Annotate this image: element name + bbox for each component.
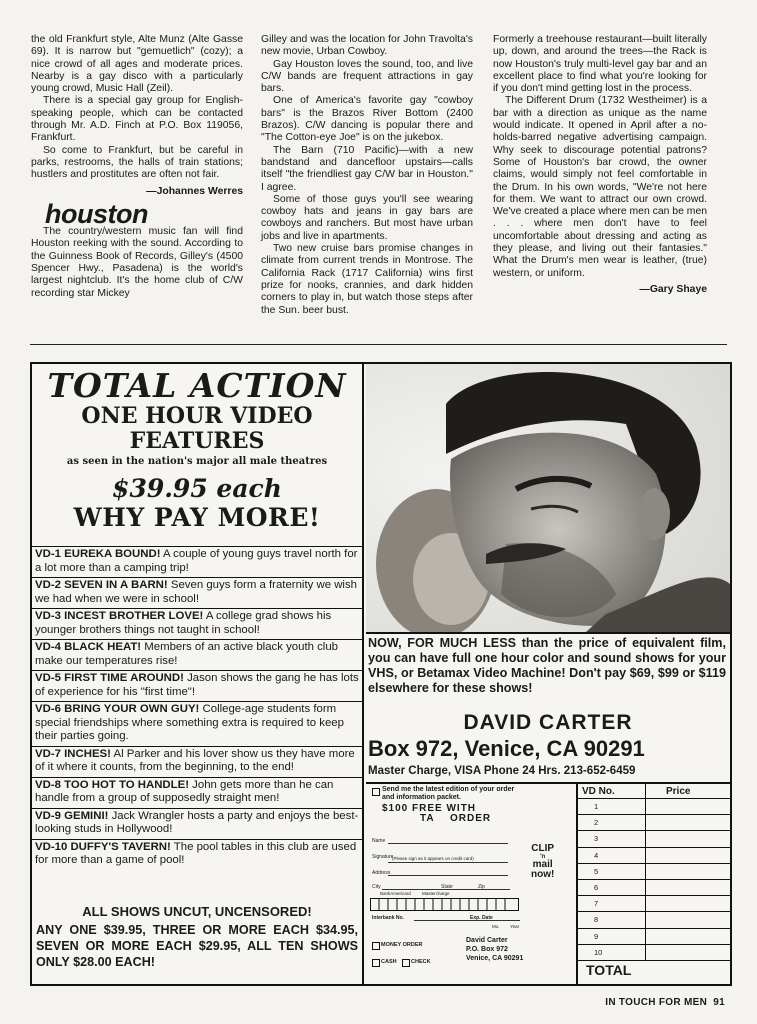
mailing-address — [466, 936, 523, 963]
uncut-notice: ALL SHOWS UNCUT, UNCENSORED! — [82, 904, 312, 919]
row-number: 5 — [578, 864, 646, 879]
magazine-name: IN TOUCH FOR MEN — [605, 997, 708, 1008]
ad-subtitle: FEATURES — [129, 428, 265, 454]
feature-item: VD-1 EUREKA BOUND! A couple of young guys travel north for a lot more than a camping trip! — [32, 546, 362, 577]
clip-text: now! — [531, 869, 555, 880]
signature-note: (Please sign as it appears on credit card) — [392, 856, 474, 861]
mastercharge-label: Mastercharge — [422, 891, 450, 896]
card-number-boxes[interactable] — [370, 898, 520, 912]
feature-item: VD-10 DUFFY'S TAVERN! The pool tables in this club are used for more than a game of pool! — [32, 839, 362, 870]
column-header-vd: VD No. — [578, 784, 646, 798]
article-paragraph: The country/western music fan will find Houston reeking with the sound. According to the Guinness Book of Records, Gilley's (4500 Spencer Hwy., Pasadena) is the world's largest nightclub. It's the home club of C/W recording star Mickey — [31, 226, 243, 299]
section-heading: houston — [45, 198, 148, 229]
row-number: 6 — [578, 880, 646, 895]
info-packet-checkbox[interactable] — [372, 788, 380, 796]
column-header-price: Price — [666, 785, 691, 797]
clip-text: CLIP — [531, 843, 555, 854]
article-paragraph: the old Frankfurt style, Alte Munz (Alte Gasse 69). It is narrow but "gemuetlich" (cozy); a nice crowd of all ages and moderate prices. Nearby is a gay disco with a particularly young crowd, Music Hall (Zeil). — [31, 34, 243, 95]
table-row[interactable] — [578, 799, 732, 815]
row-number: 10 — [578, 945, 646, 960]
article-paragraph: Gilley and was the location for John Travolta's new movie, Urban Cowboy. — [261, 34, 473, 58]
feature-list — [32, 546, 362, 870]
free-offer-line: TA ORDER — [420, 813, 492, 824]
ad-photo — [366, 364, 730, 634]
feature-item: VD-4 BLACK HEAT! Members of an active black youth club make our temperatures rise! — [32, 639, 362, 670]
interbank-field[interactable] — [414, 920, 520, 921]
signature-field[interactable] — [388, 862, 508, 863]
row-number: 7 — [578, 896, 646, 911]
mail-to-line: David Carter — [466, 937, 508, 944]
money-order-checkbox[interactable] — [372, 942, 380, 950]
row-number: 4 — [578, 848, 646, 863]
pricing-text: ANY ONE $39.95, THREE OR MORE EACH $34.95, SEVEN OR MORE EACH $29.95, ALL TEN SHOWS ONLY $28.00 EACH! — [36, 923, 358, 969]
row-number: 9 — [578, 929, 646, 944]
company-phone: Master Charge, VISA Phone 24 Hrs. 213-652-6459 — [368, 765, 636, 777]
interbank-label: Interbank No. — [372, 915, 404, 921]
order-table — [576, 782, 732, 986]
cash-checkbox[interactable] — [372, 959, 380, 967]
article-paragraph: Two new cruise bars promise changes in climate from current trends in Montrose. The California Rack (1717 California) wins first prize for nooks, crannies, and dark hidden corners to play in, but watch those steps after the Sun. beer bust. — [261, 243, 473, 316]
byline: —Gary Shaye — [639, 283, 707, 295]
row-number: 2 — [578, 815, 646, 830]
ad-title: TOTAL ACTION — [47, 366, 347, 405]
city-state-zip-field[interactable] — [382, 889, 510, 890]
signature-label: Signature — [372, 854, 394, 860]
article-column-2 — [261, 34, 473, 317]
info-packet-label: Send me the latest edition of your order and information packet. — [382, 786, 515, 801]
cash-label: CASH — [381, 959, 397, 965]
page-number: 91 — [713, 997, 725, 1008]
address-field[interactable] — [388, 875, 508, 876]
table-row[interactable] — [578, 831, 732, 847]
state-label: State — [441, 884, 453, 890]
feature-item: VD-7 INCHES! Al Parker and his lover show us they have more of it where it counts, from the beginning, to the end! — [32, 746, 362, 777]
article-paragraph: Gay Houston loves the sound, too, and live C/W bands are frequent attractions in gay bars. — [261, 58, 473, 95]
order-form — [366, 782, 576, 986]
ad-tagline: as seen in the nation's major all male theatres — [66, 456, 328, 467]
table-row[interactable] — [578, 912, 732, 928]
page-footer — [605, 997, 725, 1008]
photo-illustration — [366, 364, 730, 632]
table-row[interactable] — [578, 880, 732, 896]
article-paragraph: The Different Drum (1732 Westheimer) is a bar with a direction as unique as the name would indicate. It opened in April after a no-holds-barred negative advertising campaign. Why seek to discourage potential patrons? Some of Houston's bar crowd, the owner claims, would simply not feel comfortable in the Drum. In his own words, "We're not here for them. We want to attract our own crowd. We've created a place where men can be men . . . where men don't have to feel uncomfortable about dressing and acting as they please, and living out their fantasies." What the Drum's men wear is leather, (true) western, or uniform. — [493, 95, 707, 279]
row-number: 3 — [578, 831, 646, 846]
ad-pitch: NOW, FOR MUCH LESS than the price of equivalent film, you can have full one hour color and sound shows for your VHS, or Betamax Video Machine! Don't pay $69, $99 or $119 elsewhere for these shows! — [368, 636, 726, 695]
feature-item: VD-2 SEVEN IN A BARN! Seven guys form a fraternity we wish we had when we were in school! — [32, 577, 362, 608]
ad-subtitle: ONE HOUR VIDEO — [81, 403, 313, 429]
table-row[interactable] — [578, 848, 732, 864]
clip-mail-note — [531, 844, 554, 880]
ad-left-panel — [32, 364, 364, 984]
feature-item: VD-5 FIRST TIME AROUND! Jason shows the gang he has lots of experience for his "first time"! — [32, 670, 362, 701]
exp-date-label: Exp. Date — [470, 915, 493, 921]
table-row[interactable] — [578, 896, 732, 912]
pricing-block — [32, 904, 362, 970]
year-label: Year — [510, 924, 520, 929]
article-paragraph: There is a special gay group for English-speaking people, which can be contacted through Mr. A.D. Finch at P.O. Box 119056, Frankfurt. — [31, 95, 243, 144]
table-row[interactable] — [578, 929, 732, 945]
ad-price: $39.95 each — [112, 474, 282, 503]
mo-label: Mo. — [492, 924, 500, 929]
row-number: 8 — [578, 912, 646, 927]
article-paragraph: Some of those guys you'll see wearing cowboy hats and jeans in gay bars are cowboys and ranchers. But most have urban jobs and live in apartments. — [261, 193, 473, 242]
name-field[interactable] — [388, 843, 508, 844]
city-label: City — [372, 884, 381, 890]
article-column-3 — [493, 34, 707, 296]
check-checkbox[interactable] — [402, 959, 410, 967]
free-offer-line: $100 FREE WITH — [382, 803, 477, 814]
feature-item: VD-6 BRING YOUR OWN GUY! College-age students form special friendships where something extra is required to keep their parties going. — [32, 701, 362, 746]
table-total: TOTAL — [586, 961, 632, 978]
table-row[interactable] — [578, 945, 732, 961]
byline: —Johannes Werres — [146, 185, 243, 197]
row-number: 1 — [578, 799, 646, 814]
article-paragraph: The Barn (710 Pacific)—with a new bandstand and dancefloor upstairs—calls itself "the friendliest gay C/W bar in Houston." I agree. — [261, 144, 473, 193]
table-row[interactable] — [578, 815, 732, 831]
divider — [30, 344, 727, 345]
mail-to-line: Venice, CA 90291 — [466, 955, 524, 962]
company-address: Box 972, Venice, CA 90291 — [368, 736, 645, 761]
article-paragraph: So come to Frankfurt, but be careful in parks, restrooms, the halls of train stations; hustlers and prostitutes are often not fair. — [31, 144, 243, 181]
address-label: Address — [372, 870, 391, 876]
bankamericard-label: BankAmericard — [380, 891, 411, 896]
check-label: CHECK — [411, 959, 431, 965]
feature-item: VD-9 GEMINI! Jack Wrangler hosts a party and enjoys the best-looking studs in Hollywood! — [32, 808, 362, 839]
zip-label: Zip — [478, 884, 485, 890]
feature-item: VD-3 INCEST BROTHER LOVE! A college grad shows his younger brothers things not taught in school! — [32, 608, 362, 639]
article-paragraph: One of America's favorite gay "cowboy bars" is the Brazos River Bottom (2400 Brazos). C/W dancing is popular there and "The Cotton-eye Joe" is on the jukebox. — [261, 95, 473, 144]
video-advertisement — [30, 362, 732, 986]
money-order-label: MONEY ORDER — [381, 942, 423, 948]
company-name: DAVID CARTER — [463, 711, 633, 734]
name-label: Name — [372, 838, 386, 844]
table-row[interactable] — [578, 864, 732, 880]
mail-to-line: P.O. Box 972 — [466, 946, 508, 953]
table-header — [578, 784, 732, 799]
clip-text: 'n — [540, 854, 546, 860]
ad-slogan: WHY PAY MORE! — [73, 503, 321, 532]
clip-text: mail — [532, 859, 553, 870]
article-column-1 — [31, 34, 243, 300]
feature-item: VD-8 TOO HOT TO HANDLE! John gets more than he can handle from a group of supposedly straight men! — [32, 777, 362, 808]
article-paragraph: Formerly a treehouse restaurant—built literally up, down, and around the trees—the Rack is now Houston's truly multi-level gay bar and an excellent place to find what you're looking for if you don't mind getting lost in the process. — [493, 34, 707, 95]
